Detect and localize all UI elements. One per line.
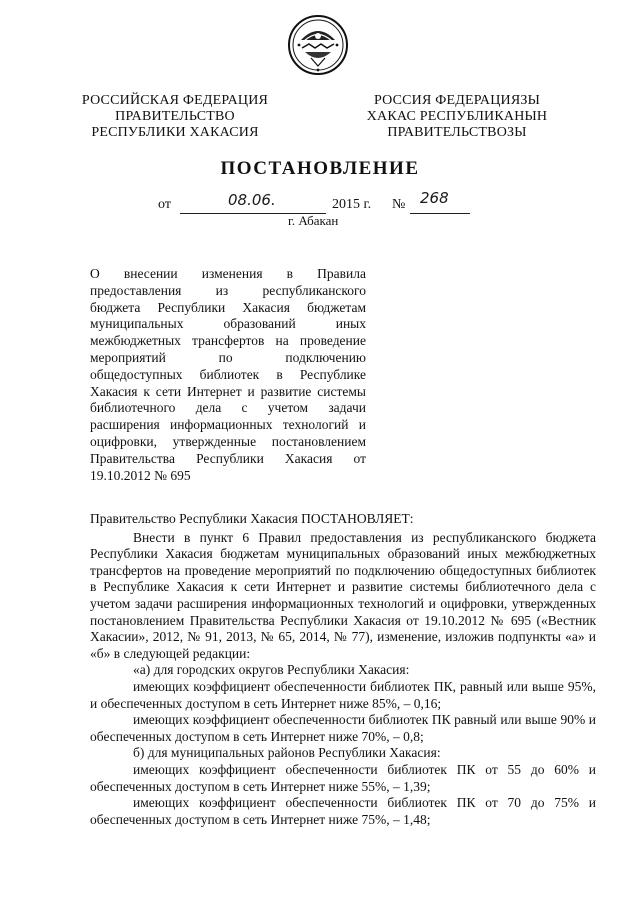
body-paragraph: «а) для городских округов Республики Хакасия: — [133, 662, 410, 678]
coat-of-arms-emblem — [287, 14, 349, 76]
subject-line: Хакасия к сети Интернет и развитие системы — [90, 383, 366, 399]
body-paragraph: Внести в пункт 6 Правил предоставления из республиканского бюджета Республики Хакасия бюджетам муниципальных образований иных межбюджетных трансфертов на проведение мероприятий по подключению общедоступных библиотек в Республике Хакасия к сети Интернет и развитие системы библиотечного дела с учетом задачи расширения информационных технологий и оцифровки, утвержденных постановлением Правительства Республики Хакасия от 19.10.2012 № 695 («Вестник Хакасии», 2012, № 91, 2013, № 65, 2014, № 77), изменение, изложив подпункты «а» и «б» в следующей редакции: — [90, 529, 596, 661]
body-paragraph: имеющих коэффициент обеспеченности библиотек ПК от 70 до 75% и обеспеченных доступом в сеть Интернет ниже 75%, – 1,48; — [90, 795, 596, 827]
subject-block — [90, 266, 366, 484]
header-right-line: ХАКАС РЕСПУБЛИКАНЫН — [366, 109, 548, 124]
year-label: 2015 г. — [332, 197, 372, 212]
date-handwritten: 08.06. — [228, 191, 276, 209]
header-left-line: ПРАВИТЕЛЬСТВО — [115, 109, 235, 124]
header-right-line: РОССИЯ ФЕДЕРАЦИЯЗЫ — [373, 93, 541, 108]
subject-line: 19.10.2012 № 695 — [90, 467, 191, 483]
subject-line: бюджета Республики Хакасия бюджетам — [90, 299, 366, 315]
date-prefix: от — [158, 197, 171, 212]
header-left-line: РОССИЙСКАЯ ФЕДЕРАЦИЯ — [81, 93, 269, 108]
city-label: г. Абакан — [288, 213, 339, 228]
date-number-line — [158, 189, 488, 215]
subject-line: расширения информационных технологий и — [90, 417, 366, 433]
header-right — [352, 93, 562, 141]
subject-line: оцифровки, утвержденные постановлением — [90, 433, 366, 449]
number-handwritten: 268 — [420, 189, 449, 207]
subject-line: библиотечного дела с учетом задачи — [90, 400, 366, 416]
subject-line: О внесении изменения в Правила — [90, 266, 366, 281]
subject-line: муниципальных образований иных — [90, 316, 366, 332]
subject-line: мероприятий по подключению — [90, 349, 366, 365]
body-paragraph: б) для муниципальных районов Республики Хакасия: — [133, 745, 441, 761]
body-paragraph: имеющих коэффициент обеспеченности библиотек ПК от 55 до 60% и обеспеченных доступом в сеть Интернет ниже 55%, – 1,39; — [90, 761, 596, 794]
resolution-intro: Правительство Республики Хакасия ПОСТАНОВЛЯЕТ: — [90, 511, 414, 526]
header-left-line: РЕСПУБЛИКИ ХАКАСИЯ — [91, 125, 259, 140]
subject-line: предоставления из республиканского — [90, 282, 366, 298]
body-paragraph: имеющих коэффициент обеспеченности библиотек ПК, равный или выше 95%, и обеспеченных доступом в сеть Интернет ниже 85%, – 0,16; — [90, 678, 596, 711]
document-title: ПОСТАНОВЛЕНИЕ — [220, 158, 420, 179]
document-body — [90, 511, 596, 828]
subject-line: межбюджетных трансфертов на проведение — [90, 333, 366, 349]
subject-line: Правительства Республики Хакасия от — [90, 450, 366, 466]
number-sign: № — [392, 197, 406, 212]
header-left — [70, 93, 280, 141]
subject-line: общедоступных библиотек в Республике — [90, 366, 366, 382]
header-right-line: ПРАВИТЕЛЬСТВОЗЫ — [387, 125, 527, 140]
body-paragraph: имеющих коэффициент обеспеченности библиотек ПК равный или выше 90% и обеспеченных доступом в сеть Интернет ниже 70%, – 0,8; — [90, 712, 596, 744]
